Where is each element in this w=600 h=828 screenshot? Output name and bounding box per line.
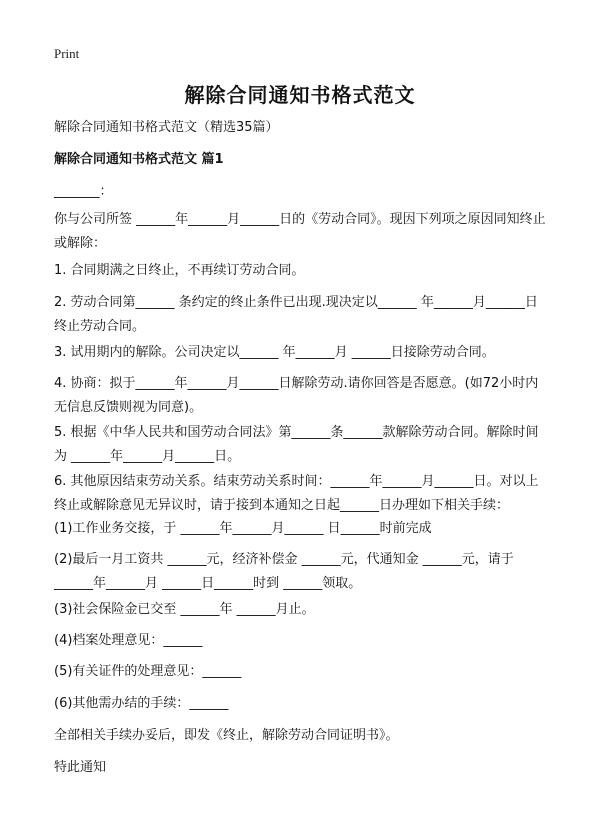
procedure-6: (6)其他需办结的手续：______ <box>54 696 229 711</box>
clause-3: 3. 试用期内的解除。公司决定以______ 年______月 ______日接除劳动合同。 <box>54 345 495 360</box>
clause-1: 1. 合同期满之日终止，不再续订劳动合同。 <box>54 263 305 278</box>
procedure-5: (5)有关证件的处理意见：______ <box>54 664 242 679</box>
clause-2: 2. 劳动合同第______ 条约定的终止条件已出现.现决定以______ 年______月______日终止劳动合同。 <box>54 295 538 334</box>
procedure-4: (4)档案处理意见：______ <box>54 633 203 648</box>
procedure-2: (2)最后一月工资共 ______元，经济补偿金 ______元，代通知金 ______元，请于______年______月 ______日______时到 ______领取。 <box>54 552 514 591</box>
clause-5: 5. 根据《中华人民共和国劳动合同法》第______条______款解除劳动合同。解除时间为 ______年______月______日。 <box>54 425 539 464</box>
section-heading: 解除合同通知书格式范文 篇1 <box>54 152 224 167</box>
clause-6: 6. 其他原因结束劳动关系。结束劳动关系时间：______年______月______日。对以上终止或解除意见无异议时，请于接到本通知之日起______日办理如下相关手续： <box>54 474 539 513</box>
notice-signoff: 特此通知 <box>54 760 107 775</box>
procedure-1: (1)工作业务交接，于 ______年______月______ 日______时前完成 <box>54 521 432 536</box>
clause-4: 4. 协商：拟于______年______月______日解除劳动.请你回答是否愿意。(如72小时内无信息反馈则视为同意)。 <box>54 376 539 415</box>
procedure-3: (3)社会保险金已交至 ______年 ______月止。 <box>54 602 315 617</box>
intro-paragraph: 你与公司所签 ______年______月______日的《劳动合同》。现因下列项之原因同知终止或解除： <box>54 212 546 251</box>
print-link[interactable]: Print <box>54 46 80 61</box>
document-title: 解除合同通知书格式范文 <box>184 83 416 107</box>
recipient-line: _______： <box>54 184 113 199</box>
document-subtitle: 解除合同通知书格式范文（精选35篇） <box>54 120 279 135</box>
closing-statement: 全部相关手续办妥后，即发《终止，解除劳动合同证明书》。 <box>54 728 399 743</box>
